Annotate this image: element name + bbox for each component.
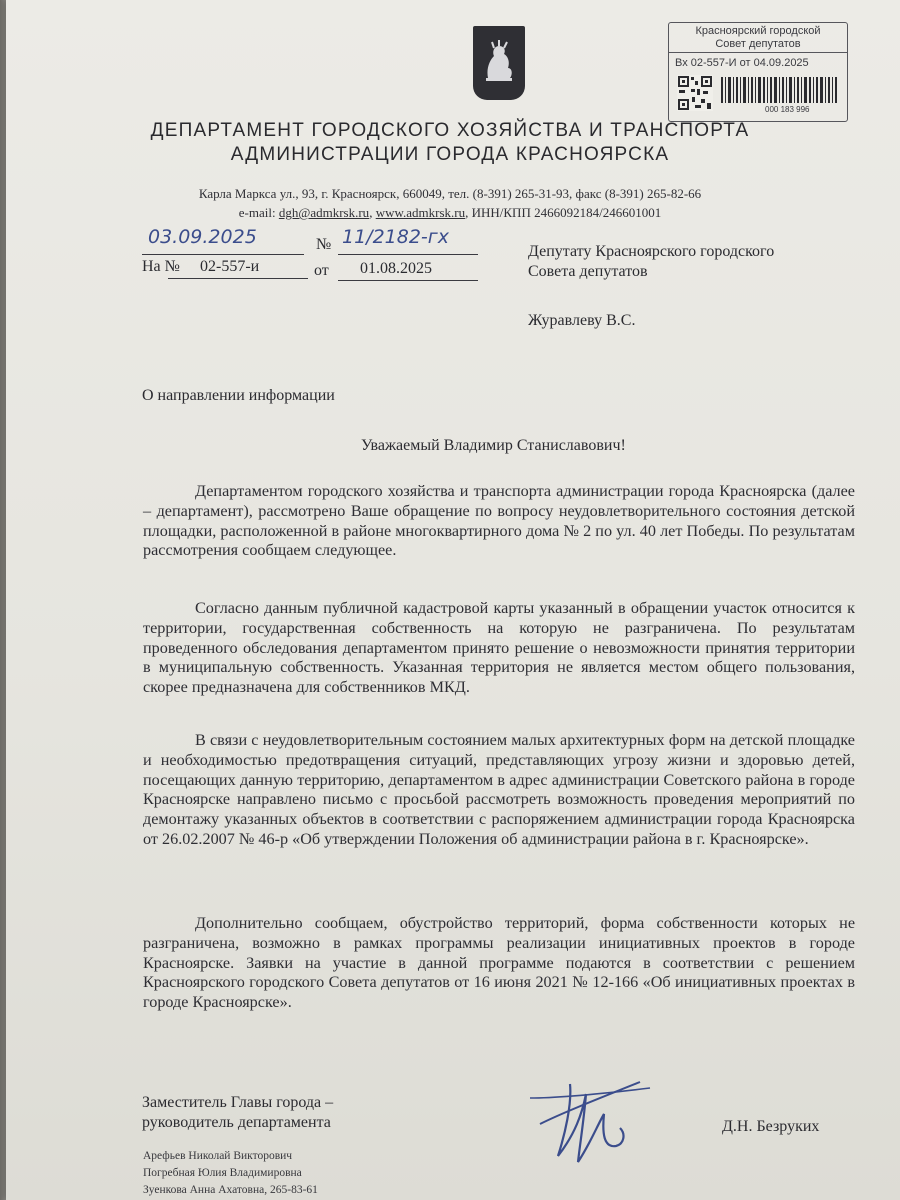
outgoing-number-sign: №: [316, 236, 332, 253]
recipient-line1: Депутату Красноярского городского: [528, 243, 775, 260]
reference-prefix: На №: [142, 258, 180, 275]
recipient-name: Журавлеву В.С.: [528, 312, 636, 329]
city-coat-of-arms: [473, 26, 525, 100]
stamp-reg-number: Вх 02-557-И от 04.09.2025: [675, 57, 809, 69]
department-title-line1: ДЕПАРТАМЕНТ ГОРОДСКОГО ХОЗЯЙСТВА И ТРАНСПОРТА: [150, 120, 750, 141]
department-address: Карла Маркса ул., 93, г. Красноярск, 660049, тел. (8-391) 265-31-93, факс (8-391) 265-82-66: [198, 186, 702, 201]
executor-line2: Погребная Юлия Владимировна: [143, 1167, 302, 1179]
email-link[interactable]: dgh@admkrsk.ru: [278, 205, 370, 220]
lion-emblem-icon: [480, 38, 518, 88]
website-link[interactable]: www.admkrsk.ru: [375, 205, 466, 220]
body-paragraph-2: Согласно данным публичной кадастровой карты указанный в обращении участок относится к территории, государственная собственность на которую не разграничена. По результатам проведенного обследования департаментом принято решение о невозможности принятия территории в муниципальную собственность. Указанная территория не является местом общего пользования, скорее предназначена для собственников МКД.: [143, 599, 855, 697]
department-contacts: e-mail: dgh@admkrsk.ru, www.admkrsk.ru, ИНН/КПП 2466092184/246601001: [238, 205, 662, 220]
qr-code-icon: [677, 75, 713, 111]
department-title-line2: АДМИНИСТРАЦИИ ГОРОДА КРАСНОЯРСКА: [230, 144, 670, 165]
reference-from: от: [314, 262, 329, 279]
signatory-title-line1: Заместитель Главы города –: [142, 1094, 334, 1111]
reference-number: 02-557-и: [200, 258, 260, 275]
date-underline: [142, 254, 304, 255]
registration-stamp: [668, 22, 848, 122]
signatory-title-line2: руководитель департамента: [142, 1114, 331, 1131]
reference-date: 01.08.2025: [360, 260, 432, 277]
signatory-name: Д.Н. Безруких: [722, 1118, 820, 1135]
stamp-org-line1: Красноярский городской: [695, 25, 821, 37]
ref-date-underline: [338, 280, 478, 281]
body-paragraph-3: В связи с неудовлетворительным состоянием малых архитектурных форм на детской площадке и необходимостью предотвращения ситуаций, представляющих угрозу жизни и здоровью детей, посещающих данную территорию, департаментом в адрес администрации Советского района в городе Красноярске направлено письмо с просьбой рассмотреть возможность проведения мероприятий по демонтажу указанных объектов в соответствии с распоряжением администрации города Красноярска от 26.02.2007 № 46-р «Об утверждении Положения об администрации района в г. Красноярске».: [143, 731, 855, 848]
ref-underline: [168, 278, 308, 279]
letter-subject: О направлении информации: [142, 387, 335, 404]
salutation: Уважаемый Владимир Станиславович!: [361, 437, 626, 454]
handwritten-signature: [520, 1064, 660, 1174]
email-label: e-mail:: [238, 205, 276, 220]
recipient-line2: Совета депутатов: [528, 263, 648, 280]
outgoing-number-handwritten: 11/2182-гх: [342, 226, 450, 248]
number-underline: [338, 254, 478, 255]
body-paragraph-1: Департаментом городского хозяйства и транспорта администрации города Красноярска (далее – департамент), рассмотрено Ваше обращение по вопросу неудовлетворительного состояния детской площадки, расположенной в районе многоквартирного дома № 2 по ул. 40 лет Победы. По результатам рассмотрения сообщаем следующее.: [143, 482, 855, 560]
inn-kpp: ИНН/КПП 2466092184/246601001: [471, 205, 662, 220]
executor-line3: Зуенкова Анна Ахатовна, 265-83-61: [143, 1184, 318, 1196]
barcode-icon: [721, 77, 837, 103]
stamp-barcode-number: 000 183 996: [765, 105, 810, 114]
outgoing-date-handwritten: 03.09.2025: [148, 226, 257, 248]
stamp-org-line2: Совет депутатов: [669, 38, 847, 53]
body-paragraph-4: Дополнительно сообщаем, обустройство территорий, форма собственности которых не разграничена, возможно в рамках программы реализации инициативных проектов в городе Красноярске. Заявки на участие в данной программе подаются в соответствии с решением Красноярского городского Совета депутатов от 16 июня 2021 № 12-166 «Об инициативных проектах в городе Красноярске».: [143, 914, 855, 1012]
executor-line1: Арефьев Николай Викторович: [143, 1150, 293, 1162]
